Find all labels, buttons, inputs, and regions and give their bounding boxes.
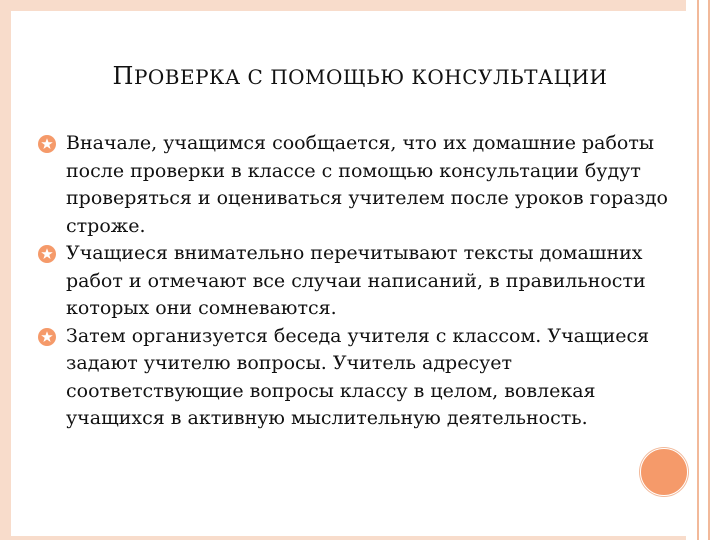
bullet-item	[38, 240, 688, 323]
bullet-text: Учащиеся внимательно перечитывают тексты домашних работ и отмечают все случаи написаний, в правильности которых они сомневаются.	[66, 242, 646, 319]
bullet-item	[38, 323, 688, 433]
bullet-text: Затем организуется беседа учителя с классом. Учащиеся задают учителю вопросы. Учитель адресует соответствующие вопросы классу в целом, вовлекая учащихся в активную мыслительную деятельность.	[66, 324, 650, 429]
star-bullet-icon	[38, 245, 56, 263]
bullet-list	[38, 130, 688, 433]
title-initial: П	[112, 62, 134, 90]
decorative-circle	[640, 448, 688, 496]
star-bullet-icon	[38, 328, 56, 346]
bullet-item	[38, 130, 688, 240]
title-rest: РОВЕРКА С ПОМОЩЬЮ КОНСУЛЬТАЦИИ	[133, 65, 608, 89]
slide-title	[0, 62, 720, 90]
bullet-text: Вначале, учащимся сообщается, что их домашние работы после проверки в классе с помощью консультации будут проверяться и оцениваться учителем после уроков гораздо строже.	[66, 132, 668, 237]
star-bullet-icon	[38, 135, 56, 153]
